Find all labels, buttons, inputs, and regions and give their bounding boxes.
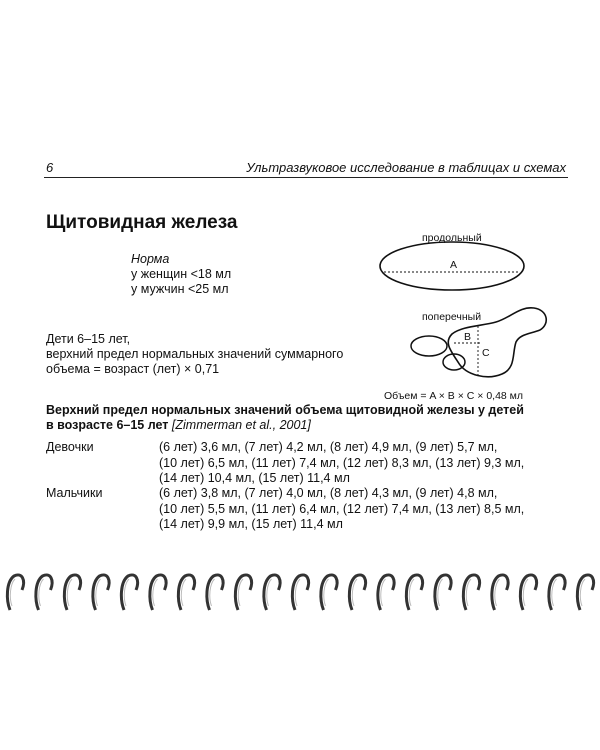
norm-women: у женщин <18 мл bbox=[131, 267, 232, 281]
norm-men: у мужчин <25 мл bbox=[131, 282, 229, 296]
binding-ring bbox=[520, 575, 536, 610]
binding-ring bbox=[207, 575, 223, 610]
section-title: Щитовидная железа bbox=[46, 212, 238, 233]
boys-values-line: (10 лет) 5,5 мл, (11 лет) 6,4 мл, (12 лет) 7,4 мл, (13 лет) 8,5 мл, bbox=[159, 501, 525, 516]
binding-ring bbox=[378, 575, 394, 610]
boys-values bbox=[159, 486, 569, 533]
binding-ring bbox=[64, 575, 80, 610]
binding-ring bbox=[7, 575, 23, 610]
binding-ring bbox=[292, 575, 308, 610]
upper-limit-heading-line-1: Верхний предел нормальных значений объема щитовидной железы у детей bbox=[46, 403, 524, 417]
label-c: C bbox=[482, 347, 490, 359]
binding-ring bbox=[463, 575, 479, 610]
girls-values-line: (6 лет) 3,6 мл, (7 лет) 4,2 мл, (8 лет) 4,9 мл, (9 лет) 5,7 мл, bbox=[159, 440, 498, 454]
children-line-1: Дети 6–15 лет, bbox=[46, 332, 131, 346]
transverse-label: поперечный bbox=[422, 311, 482, 323]
binding-ring bbox=[264, 575, 280, 610]
label-a: A bbox=[450, 259, 458, 271]
volume-formula: Объем = A × B × C × 0,48 мл bbox=[384, 390, 524, 402]
binding-ring bbox=[321, 575, 337, 610]
boys-label: Мальчики bbox=[46, 486, 103, 500]
binding-ring bbox=[93, 575, 109, 610]
binding-ring bbox=[435, 575, 451, 610]
binding-ring bbox=[36, 575, 52, 610]
binding-ring bbox=[150, 575, 166, 610]
upper-limit-heading-line-2: в возрасте 6–15 лет bbox=[46, 418, 169, 432]
norm-block bbox=[131, 252, 231, 297]
upper-limit-heading bbox=[46, 403, 566, 433]
header-rule bbox=[44, 177, 568, 178]
boys-values-line: (14 лет) 9,9 мл, (15 лет) 11,4 мл bbox=[159, 517, 343, 531]
boys-values-line: (6 лет) 3,8 мл, (7 лет) 4,0 мл, (8 лет) 4,3 мл, (9 лет) 4,8 мл, bbox=[159, 486, 498, 500]
children-line-2: верхний предел нормальных значений суммарного bbox=[46, 347, 344, 361]
girls-label: Девочки bbox=[46, 440, 94, 454]
binding-ring bbox=[549, 575, 565, 610]
binding-ring bbox=[577, 575, 593, 610]
binding-ring bbox=[349, 575, 365, 610]
children-line-3: объема = возраст (лет) × 0,71 bbox=[46, 362, 220, 376]
thyroid-volume-diagram bbox=[370, 226, 570, 406]
norm-title: Норма bbox=[131, 252, 170, 266]
binding-ring bbox=[178, 575, 194, 610]
girls-values-line: (10 лет) 6,5 мл, (11 лет) 7,4 мл, (12 лет) 8,3 мл, (13 лет) 9,3 мл, bbox=[159, 455, 525, 470]
longitudinal-label: продольный bbox=[422, 232, 482, 244]
citation: [Zimmerman et al., 2001] bbox=[171, 418, 311, 432]
page-number: 6 bbox=[46, 160, 54, 175]
girls-values-line: (14 лет) 10,4 мл, (15 лет) 11,4 мл bbox=[159, 471, 350, 485]
binding-ring bbox=[235, 575, 251, 610]
label-b: B bbox=[464, 331, 472, 343]
binding-ring bbox=[406, 575, 422, 610]
running-title: Ультразвуковое исследование в таблицах и схемах bbox=[246, 160, 566, 175]
spiral-binding bbox=[0, 572, 600, 612]
binding-ring bbox=[492, 575, 508, 610]
binding-ring bbox=[121, 575, 137, 610]
girls-values bbox=[159, 440, 569, 487]
trachea-ellipse bbox=[411, 336, 447, 356]
children-formula-block bbox=[46, 332, 343, 377]
